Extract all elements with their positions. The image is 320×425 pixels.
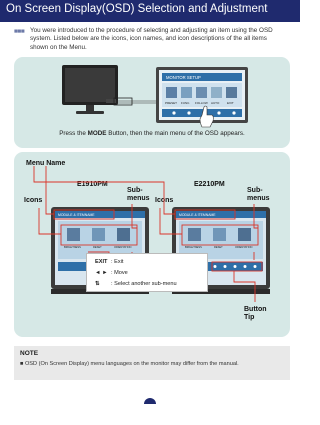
svg-text:BRIGHTNESS: BRIGHTNESS (64, 246, 81, 249)
submenus-label-right: Sub- menus (247, 187, 270, 202)
svg-text:ORIENTATION: ORIENTATION (114, 246, 132, 249)
osd-monitors-figure (14, 152, 290, 337)
svg-text:RESET: RESET (93, 246, 102, 249)
menu-structure-panel (14, 152, 290, 337)
mode-button-label: MODE (87, 130, 107, 137)
right-model-label: E2210PM (194, 181, 225, 188)
osd-menu-title: MONITOR SETUP (166, 75, 201, 80)
osd-intro-panel (14, 57, 290, 148)
svg-text:ORIENTATION: ORIENTATION (235, 246, 253, 249)
note-title: NOTE (20, 350, 39, 357)
osd-title-right: MODULE & ITEMNAME (179, 213, 216, 217)
button-legend (86, 253, 208, 292)
icons-label-left: Icons (24, 197, 43, 204)
left-model-label: E1910PM (77, 181, 108, 188)
osd-title-left: MODULE & ITEMNAME (58, 213, 95, 217)
note-text: ■ OSD (On Screen Display) menu languages on the monitor may differ from the manual. (20, 361, 239, 367)
intro-text: You were introduced to the procedure of selecting and adjusting an item using the OSD system. Listed below are the icons, icon names, and icon descriptions of the all items shown on the Menu. (30, 27, 273, 51)
note-box (14, 346, 290, 380)
button-tip-label: Button Tip (244, 306, 267, 321)
legend-exit: EXIT : Exit (95, 259, 124, 265)
osd-menu-item: EXIT (227, 101, 234, 105)
press-mode-instruction: Press the MODE Button, then the main menu of the OSD appears. (59, 130, 245, 137)
osd-menu-item: AUTO (211, 101, 220, 105)
icons-label-right: Icons (155, 197, 174, 204)
osd-menu-item: FOLLOW (195, 101, 208, 105)
monitor-figure (14, 57, 290, 129)
page-title: On Screen Display(OSD) Selection and Adjustment (6, 3, 268, 15)
submenus-label-left: Sub- menus (127, 187, 150, 202)
svg-text:RESET: RESET (214, 246, 223, 249)
legend-select: ⇅ : Select another sub-menu (95, 281, 177, 287)
menu-name-label: Menu Name (26, 160, 66, 167)
intro-bullet: ■■■ (14, 28, 25, 35)
legend-move: ◄ ► : Move (95, 270, 128, 276)
page-number-tab (144, 398, 156, 404)
small-monitor-icon (62, 65, 118, 114)
page-title-bar (0, 0, 300, 22)
svg-text:BRIGHTNESS: BRIGHTNESS (185, 246, 202, 249)
callout-lines (114, 98, 156, 105)
osd-menu-item: FUNC. (181, 101, 191, 105)
osd-menu-item: PRESET (165, 101, 178, 105)
